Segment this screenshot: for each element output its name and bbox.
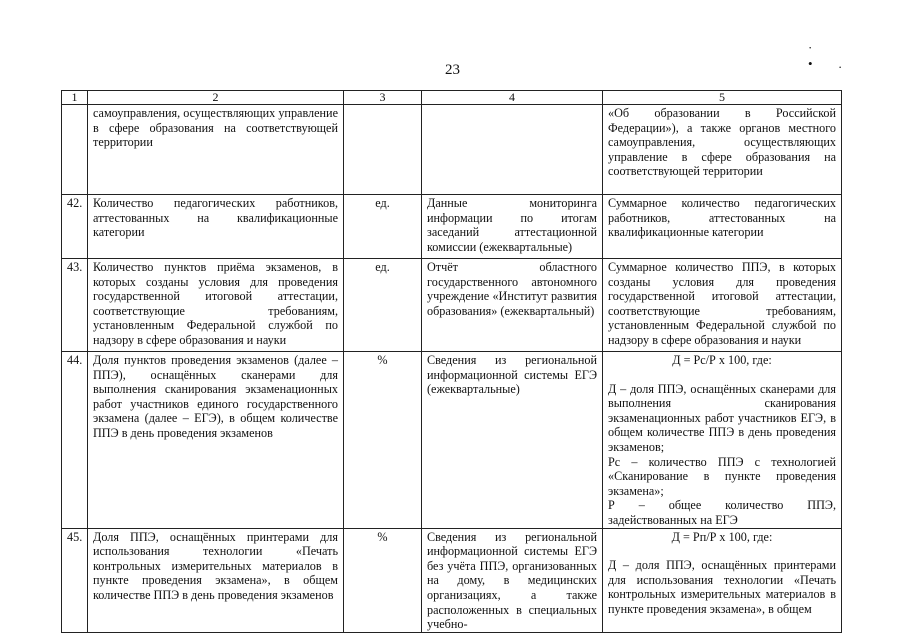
- table-row: [62, 528, 842, 632]
- table-row: [62, 195, 842, 259]
- unit: ед.: [344, 259, 422, 352]
- corner-marks: · •.: [808, 40, 868, 71]
- indicator-name: самоуправления, осуществляющих управление в сфере образования на соответствующей территории: [88, 105, 344, 195]
- table-row: [62, 105, 842, 195]
- method-text: Рс – количество ППЭ с технологией «Сканирование в пункте проведения экзамена»;: [608, 454, 836, 498]
- indicators-table: [61, 90, 842, 633]
- calculation-method: [603, 259, 842, 352]
- header-row: [62, 91, 842, 105]
- calculation-method: [603, 195, 842, 259]
- method-text: Р – общее количество ППЭ, задействованных на ЕГЭ: [608, 498, 836, 527]
- indicator-name: Доля пунктов проведения экзаменов (далее – ППЭ), оснащённых сканерами для выполнения сканирования экзаменационных работ участников единого государственного экзамена (далее – ЕГЭ), в общем количестве ППЭ в день проведения экзаменов: [88, 352, 344, 529]
- unit: ед.: [344, 195, 422, 259]
- formula: Д = Рп/Р х 100, где:: [671, 529, 773, 544]
- table-row: [62, 352, 842, 529]
- calculation-method: [603, 352, 842, 529]
- indicator-name: Количество педагогических работников, аттестованных на квалификационные категории: [88, 195, 344, 259]
- data-source: Сведения из региональной информационной системы ЕГЭ (ежеквартальные): [422, 352, 603, 529]
- row-number: [62, 105, 88, 195]
- data-source: Данные мониторинга информации по итогам заседаний аттестационной комиссии (ежеквартальные): [422, 195, 603, 259]
- header-col-5: 5: [603, 91, 842, 105]
- header-col-4: 4: [422, 91, 603, 105]
- unit: %: [344, 352, 422, 529]
- unit: [344, 105, 422, 195]
- header-col-1: 1: [62, 91, 88, 105]
- header-col-2: 2: [88, 91, 344, 105]
- row-number: 43.: [62, 259, 88, 352]
- calculation-method: [603, 105, 842, 195]
- indicator-name: Количество пунктов приёма экзаменов, в которых созданы условия для проведения государственной итоговой аттестации, соответствующие требованиям, установленным Федеральной службой по надзору в сфере образования и науки: [88, 259, 344, 352]
- data-source: Отчёт областного государственного автономного учреждение «Институт развития образования» (ежеквартальный): [422, 259, 603, 352]
- method-text: Суммарное количество ППЭ, в которых созданы условия для проведения государственной итоговой аттестации, соответствующие требованиям, установленным Федеральной службой по надзору в сфере образования и науки: [608, 260, 836, 347]
- data-source: [422, 105, 603, 195]
- method-text: Д – доля ППЭ, оснащённых сканерами для выполнения сканирования экзаменационных работ участников ЕГЭ, в общем количестве ППЭ в день проведения экзаменов;: [608, 381, 836, 454]
- method-text: Д – доля ППЭ, оснащённых принтерами для использования технологии «Печать контрольных измерительных материалов в пункте проведения экзамена», в общем: [608, 558, 836, 616]
- unit: %: [344, 528, 422, 632]
- table-row: [62, 259, 842, 352]
- calculation-method: [603, 528, 842, 632]
- data-source: Сведения из региональной информационной системы ЕГЭ без учёта ППЭ, организованных на дому, в медицинских организациях, а также расположенных в специальных учебно-: [422, 528, 603, 632]
- row-number: 44.: [62, 352, 88, 529]
- header-col-3: 3: [344, 91, 422, 105]
- method-text: Суммарное количество педагогических работников, аттестованных на квалификационные категории: [608, 196, 836, 240]
- row-number: 45.: [62, 528, 88, 632]
- method-text: «Об образовании в Российской Федерации»), а также органов местного самоуправления, осуществляющих управление в сфере образования на соответствующей территории: [608, 106, 836, 179]
- row-number: 42.: [62, 195, 88, 259]
- formula: Д = Рс/Р х 100, где:: [672, 353, 772, 367]
- indicator-name: Доля ППЭ, оснащённых принтерами для использования технологии «Печать контрольных измерительных материалов в пункте проведения экзамена», в общем количестве ППЭ в день проведения экзаменов: [88, 528, 344, 632]
- page-number: 23: [445, 62, 460, 78]
